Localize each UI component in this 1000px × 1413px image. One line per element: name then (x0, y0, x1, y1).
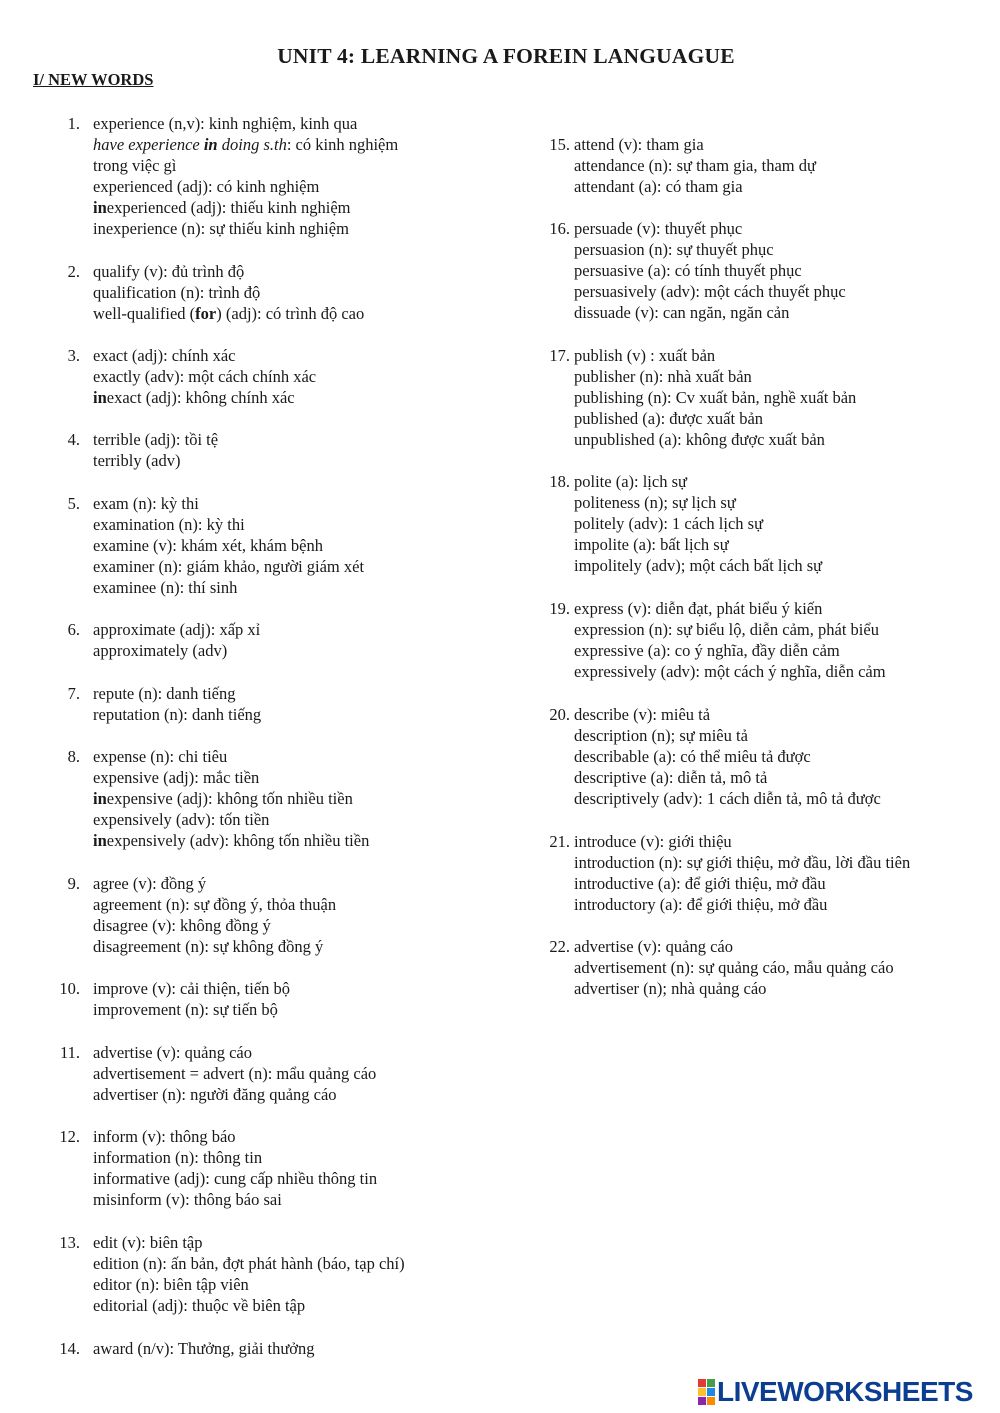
entry-line: introductive (a): để giới thiệu, mở đầu (574, 874, 826, 893)
entry-number: 18. (549, 472, 570, 491)
entry-line: disagreement (n): sự không đồng ý (93, 937, 324, 956)
entry-lines (93, 746, 369, 851)
entry-number: 12. (59, 1127, 80, 1146)
entry-line: descriptively (adv): 1 cách diễn tả, mô tả được (574, 789, 881, 808)
entry-line: politely (adv): 1 cách lịch sự (574, 514, 764, 533)
entry-line: introduction (n): sự giới thiệu, mở đầu, lời đầu tiên (574, 853, 911, 872)
entry-line: attendant (a): có tham gia (574, 177, 743, 196)
entry-line: edit (v): biên tập (93, 1233, 203, 1252)
entry-line: agree (v): đồng ý (93, 874, 207, 893)
entry-number: 20. (549, 705, 570, 724)
liveworksheets-logo[interactable] (698, 1377, 973, 1407)
entry-number: 21. (549, 832, 570, 851)
entry-lines (93, 493, 364, 598)
logo-square (707, 1379, 715, 1387)
entry-line: editorial (adj): thuộc về biên tập (93, 1296, 306, 1315)
entry-line: introductory (a): để giới thiệu, mở đầu (574, 895, 828, 914)
entry-line: attend (v): tham gia (574, 135, 704, 154)
entry-line: advertisement = advert (n): mẩu quảng cáo (93, 1064, 377, 1083)
entry-line: persuasively (adv): một cách thuyết phục (574, 282, 846, 301)
entry-line: express (v): diễn đạt, phát biểu ý kiến (574, 599, 823, 618)
entry-number: 15. (549, 135, 570, 154)
logo-icon (698, 1379, 715, 1405)
entry-number: 4. (67, 430, 80, 449)
entry-line: experience (n,v): kinh nghiệm, kinh qua (93, 114, 358, 133)
entry-number: 1. (67, 114, 80, 133)
entry-line: have experience in doing s.th: có kinh nghiệm (93, 135, 399, 154)
entry-line: advertiser (n); nhà quảng cáo (574, 979, 767, 998)
logo-text: LIVEWORKSHEETS (717, 1376, 973, 1407)
logo-square (707, 1397, 715, 1405)
entry-line: publish (v) : xuất bản (574, 346, 716, 365)
entry-lines (93, 873, 336, 957)
entry-number: 13. (59, 1233, 80, 1252)
entry-lines (93, 1338, 315, 1359)
entry-line: agreement (n): sự đồng ý, thỏa thuận (93, 895, 337, 914)
entry-line: inexact (adj): không chính xác (93, 388, 295, 407)
entry-line: persuade (v): thuyết phục (574, 219, 743, 238)
entry-line: expensive (adj): mắc tiền (93, 768, 260, 787)
entry-line: award (n/v): Thưởng, giải thưởng (93, 1339, 315, 1358)
entry-line: disagree (v): không đồng ý (93, 916, 271, 935)
entry-line: inexpensive (adj): không tốn nhiều tiền (93, 789, 353, 808)
entry-number: 19. (549, 599, 570, 618)
entry-line: advertisement (n): sự quảng cáo, mẫu quảng cáo (574, 958, 894, 977)
entry-line: politeness (n); sự lịch sự (574, 493, 736, 512)
entry-line: inexperienced (adj): thiếu kinh nghiệm (93, 198, 351, 217)
entry-lines (574, 704, 881, 809)
entry-line: advertiser (n): người đăng quảng cáo (93, 1085, 337, 1104)
entry-line: published (a): được xuất bản (574, 409, 764, 428)
entry-number: 22. (549, 937, 570, 956)
entry-number: 16. (549, 219, 570, 238)
entry-line: reputation (n): danh tiếng (93, 705, 262, 724)
entry-line: impolitely (adv); một cách bất lịch sự (574, 556, 823, 575)
entry-number: 8. (67, 747, 80, 766)
entry-number: 7. (67, 684, 80, 703)
entry-line: examination (n): kỳ thi (93, 515, 245, 534)
entry-line: expressively (adv): một cách ý nghĩa, diễn cảm (574, 662, 886, 681)
entry-line: misinform (v): thông báo sai (93, 1190, 282, 1209)
entry-line: qualify (v): đủ trình độ (93, 262, 245, 281)
page-title: UNIT 4: LEARNING A FOREIN LANGUAGUE (277, 44, 735, 68)
entry-line: informative (adj): cung cấp nhiều thông tin (93, 1169, 378, 1188)
logo-square (707, 1388, 715, 1396)
entry-line: expression (n): sự biểu lộ, diễn cảm, phát biểu (574, 620, 879, 639)
entry-lines (93, 619, 260, 661)
entry-line: examinee (n): thí sinh (93, 578, 238, 597)
entry-line: qualification (n): trình độ (93, 283, 261, 302)
entry-lines (93, 683, 261, 725)
entry-line: description (n); sự miêu tả (574, 726, 748, 745)
entry-line: describe (v): miêu tả (574, 705, 711, 724)
entry-line: exact (adj): chính xác (93, 346, 236, 365)
entry-line: describable (a): có thể miêu tả được (574, 747, 811, 766)
entry-line: approximately (adv) (93, 641, 228, 660)
entry-line: edition (n): ấn bản, đợt phát hành (báo, tạp chí) (93, 1254, 405, 1273)
entry-lines (574, 471, 822, 576)
entry-number: 3. (67, 346, 80, 365)
entry-line: repute (n): danh tiếng (93, 684, 236, 703)
entry-line: persuasive (a): có tính thuyết phục (574, 261, 802, 280)
logo-square (698, 1388, 706, 1396)
entry-lines (93, 261, 364, 324)
entry-line: experienced (adj): có kinh nghiệm (93, 177, 320, 196)
entry-line: editor (n): biên tập viên (93, 1275, 249, 1294)
entry-line: persuasion (n): sự thuyết phục (574, 240, 774, 259)
entry-line: impolite (a): bất lịch sự (574, 535, 729, 554)
entry-line: attendance (n): sự tham gia, tham dự (574, 156, 816, 175)
entry-line: expressive (a): co ý nghĩa, đầy diễn cảm (574, 641, 840, 660)
logo-square (698, 1379, 706, 1387)
entry-line: polite (a): lịch sự (574, 472, 687, 491)
entry-line: inform (v): thông báo (93, 1127, 236, 1146)
entry-lines (574, 134, 816, 197)
entry-number: 10. (59, 979, 80, 998)
entry-lines (574, 345, 856, 450)
entry-line: descriptive (a): diễn tả, mô tả (574, 768, 768, 787)
entry-lines (574, 936, 894, 999)
entry-number: 11. (59, 1043, 80, 1062)
entry-line: expense (n): chi tiêu (93, 747, 228, 766)
entry-number: 9. (67, 874, 80, 893)
entry-line: information (n): thông tin (93, 1148, 263, 1167)
entry-line: terribly (adv) (93, 451, 181, 470)
entry-lines (93, 429, 218, 471)
entry-lines (93, 1042, 376, 1105)
entry-line: publishing (n): Cv xuất bản, nghề xuất bản (574, 388, 857, 407)
entry-line: exam (n): kỳ thi (93, 494, 199, 513)
entry-lines (93, 978, 290, 1020)
entry-line: advertise (v): quảng cáo (93, 1043, 252, 1062)
entry-line: terrible (adj): tồi tệ (93, 430, 219, 449)
entry-line: unpublished (a): không được xuất bản (574, 430, 825, 449)
entry-lines (93, 1126, 377, 1210)
entry-line: improve (v): cải thiện, tiến bộ (93, 979, 291, 998)
entry-line: approximate (adj): xấp xỉ (93, 620, 261, 639)
entry-number: 5. (67, 494, 80, 513)
entry-line: well-qualified (for) (adj): có trình độ cao (93, 304, 365, 323)
entry-line: examine (v): khám xét, khám bệnh (93, 536, 324, 555)
entry-number: 17. (549, 346, 570, 365)
entry-line: introduce (v): giới thiệu (574, 832, 732, 851)
entry-lines (574, 831, 910, 915)
entry-line: publisher (n): nhà xuất bản (574, 367, 752, 386)
entry-lines (574, 218, 846, 323)
entry-lines (93, 345, 316, 408)
entry-number: 2. (67, 262, 80, 281)
entry-line: trong việc gì (93, 156, 177, 175)
entry-line: exactly (adv): một cách chính xác (93, 367, 317, 386)
entry-number: 6. (67, 620, 80, 639)
entry-line: expensively (adv): tốn tiền (93, 810, 270, 829)
entry-line: advertise (v): quảng cáo (574, 937, 733, 956)
entry-line: inexpensively (adv): không tốn nhiều tiền (93, 831, 370, 850)
entry-lines (93, 1232, 405, 1316)
entry-line: inexperience (n): sự thiếu kinh nghiệm (93, 219, 349, 238)
entry-lines (93, 113, 398, 239)
entry-line: improvement (n): sự tiến bộ (93, 1000, 278, 1019)
entry-number: 14. (59, 1339, 80, 1358)
entry-line: dissuade (v): can ngăn, ngăn cản (574, 303, 790, 322)
section-heading: I/ NEW WORDS (33, 70, 154, 89)
logo-square (698, 1397, 706, 1405)
entry-lines (574, 598, 886, 682)
entry-line: examiner (n): giám khảo, người giám xét (93, 557, 365, 576)
